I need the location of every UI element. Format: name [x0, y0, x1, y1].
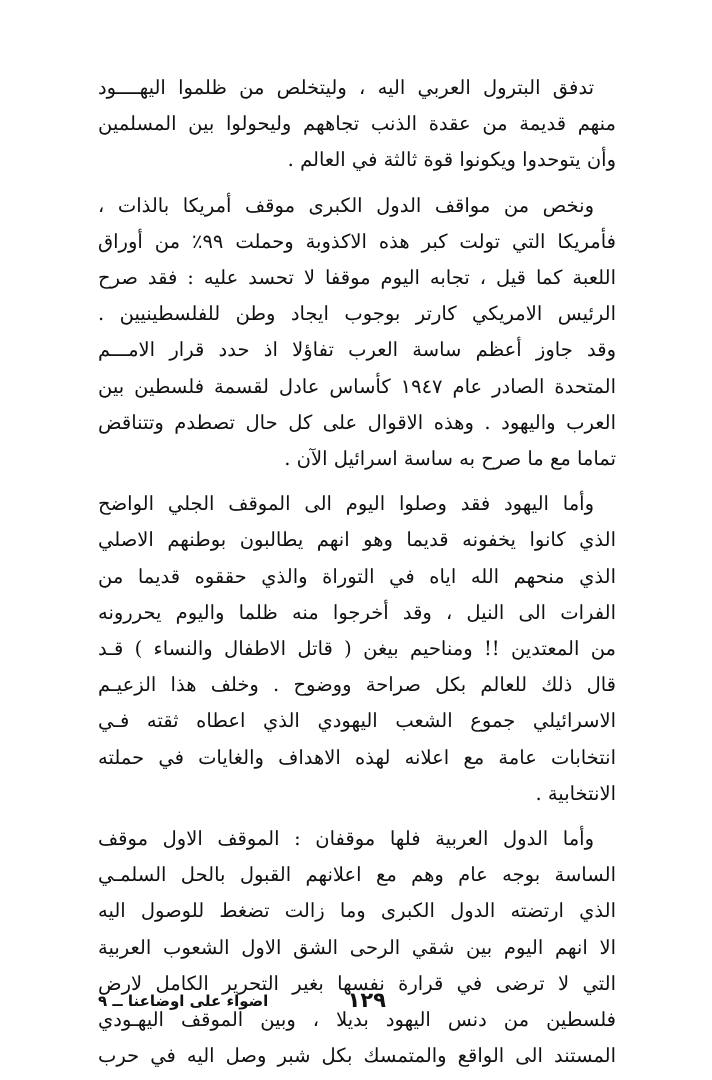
text-line: انتخابات عامة مع اعلانه لهذه الاهداف والغايات في حملته [98, 745, 616, 769]
text-line: وأما الدول العربية فلها موقفان : الموقف الاول موقف [98, 827, 594, 851]
text-line: الذي كانوا يخفونه قديما وهو انهم يطالبون بوطنهم الاصلي [98, 528, 616, 552]
text-line: منهم قديمة من عقدة الذنب تجاههم وليحولوا بين المسلمين [98, 112, 616, 136]
text-line: فلسطين من دنس اليهود بديلا ، وبين الموقف اليهـودي [98, 1008, 616, 1032]
paragraph-3 [98, 486, 616, 812]
text-line: وقد جاوز أعظم ساسة العرب تفاؤلا اذ حدد قرار الامـــم [98, 338, 616, 362]
text-line: الرئيس الامريكي كارتر بوجوب ايجاد وطن للفلسطينيين . [98, 302, 616, 326]
text-line: وأن يتوحدوا ويكونوا قوة ثالثة في العالم . [287, 148, 616, 172]
text-line: العرب واليهود . وهذه الاقوال على كل حال تصطدم وتتناقض [98, 410, 616, 434]
page-footer [98, 988, 616, 1018]
text-line: وأما اليهود فقد وصلوا اليوم الى الموقف الجلي الواضح [98, 492, 594, 516]
text-line: التي لا ترضى في قرارة نفسها بغير التحرير الكامل لارض [98, 971, 616, 995]
text-line: من المعتدين !! ومناحيم بيغن ( قاتل الاطفال والنساء ) قـد [98, 637, 616, 661]
text-line: فأمريكا التي تولت كبر هذه الاكذوبة وحملت ٩٩٪ من أوراق [98, 229, 616, 253]
page-number: ١٢٩ [347, 988, 386, 1012]
text-line: المتحدة الصادر عام ١٩٤٧ كأساس عادل لقسمة فلسطين بين [98, 374, 616, 398]
paragraph-2 [98, 188, 616, 478]
text-line: الساسة بوجه عام وهم مع اعلانهم القبول بالحل السلمـي [98, 863, 616, 887]
text-line: الفرات الى النيل ، وقد أخرجوا منه ظلما واليوم يحررونه [98, 600, 616, 624]
running-title: اضواء على اوضاعنا ــ ٩ [98, 992, 269, 1010]
text-line: الذي ارتضته الدول الكبرى وما زالت تضغط للوصول اليه [98, 899, 616, 923]
text-line: قال ذلك للعالم بكل صراحة ووضوح . وخلف هذا الزعيـم [98, 673, 616, 697]
text-line: الا انهم اليوم بين شقي الرحى الشق الاول الشعوب العربية [98, 935, 616, 959]
body-text [98, 70, 616, 1074]
text-line: الاسرائيلي جموع الشعب اليهودي الذي اعطاه ثقته فـي [98, 709, 616, 733]
text-line: الذي منحهم الله اياه في التوراة والذي حققوه قديما من [98, 564, 616, 588]
text-line: تدفق البترول العربي اليه ، وليتخلص من ظلموا اليهــــود [98, 76, 594, 99]
paragraph-1 [98, 70, 616, 179]
text-line: ونخص من مواقف الدول الكبرى موقف أمريكا بالذات ، [98, 193, 594, 217]
text-line: المستند الى الواقع والمتمسك بكل شبر وصل اليه في حرب [98, 1044, 616, 1068]
text-line: الانتخابية . [535, 781, 616, 805]
text-line: تماما مع ما صرح به ساسة اسرائيل الآن . [284, 447, 616, 471]
text-line: اللعبة كما قيل ، تجابه اليوم موقفا لا تحسد عليه : فقد صرح [98, 266, 616, 290]
paragraph-4 [98, 821, 616, 1074]
